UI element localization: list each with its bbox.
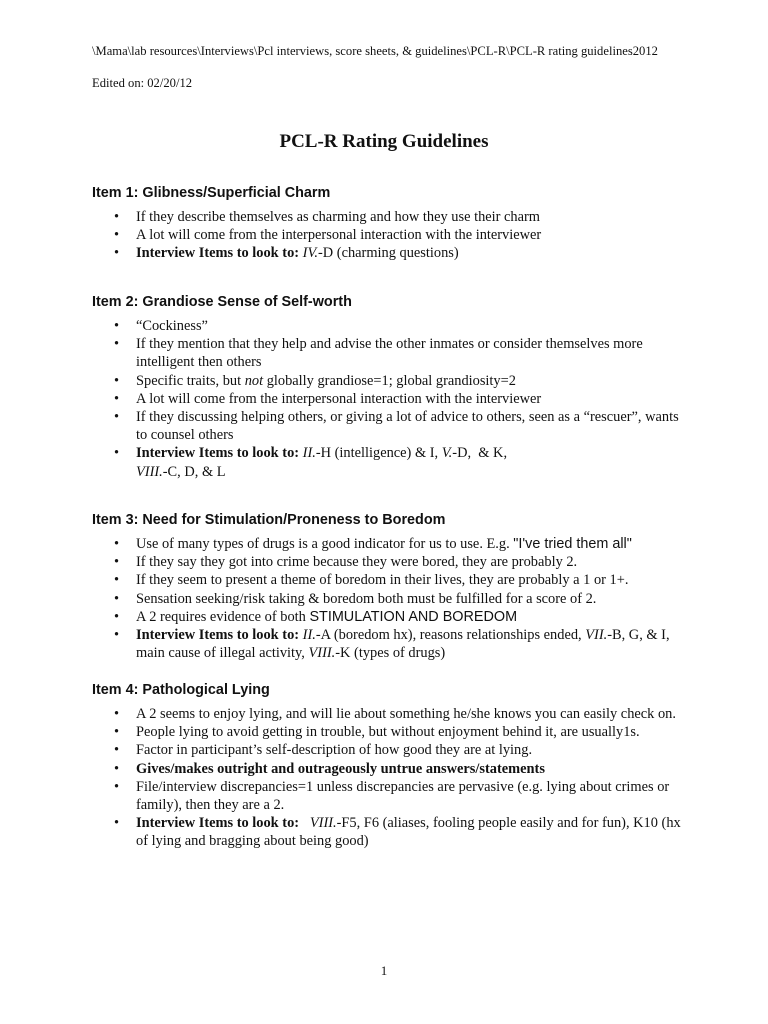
- list-item: [92, 814, 692, 850]
- list-item-text: Interview Items to look to: IV.-D (charming questions): [136, 245, 459, 262]
- section-heading-4: Item 4: Pathological Lying: [92, 682, 270, 698]
- section-heading-3: Item 3: Need for Stimulation/Proneness to Boredom: [92, 512, 446, 528]
- bullet-icon: •: [114, 372, 120, 389]
- bullet-icon: •: [114, 724, 120, 741]
- bullet-icon: •: [114, 778, 120, 795]
- page-number: 1: [380, 963, 388, 978]
- list-item: [92, 723, 692, 741]
- bullet-icon: •: [114, 590, 120, 607]
- bullet-icon: •: [114, 445, 120, 462]
- bullet-icon: •: [114, 760, 120, 777]
- section-list-4: [92, 705, 692, 851]
- section-heading-1: Item 1: Glibness/Superficial Charm: [92, 185, 331, 201]
- bullet-icon: •: [114, 209, 120, 225]
- list-item-text: Use of many types of drugs is a good indicator for us to use. E.g. "I've tried them all": [136, 536, 632, 552]
- bullet-icon: •: [114, 742, 120, 759]
- list-item: [92, 390, 692, 408]
- list-item-text: File/interview discrepancies=1 unless discrepancies are pervasive (e.g. lying about crimes or family), then they are a 2.: [136, 778, 670, 814]
- bullet-icon: •: [114, 815, 120, 832]
- bullet-icon: •: [114, 554, 120, 571]
- list-item-text: If they discussing helping others, or giving a lot of advice to others, seen as a “rescuer”, wants to counsel others: [136, 409, 679, 444]
- list-item-text: If they seem to present a theme of boredom in their lives, they are probably a 1 or 1+.: [136, 572, 629, 589]
- bullet-icon: •: [114, 627, 120, 644]
- list-item: [92, 590, 692, 608]
- list-item-text: A 2 seems to enjoy lying, and will lie about something he/she knows you can easily check on.: [136, 706, 676, 722]
- list-item-text: If they mention that they help and advise the other inmates or consider themselves more intelligent then others: [136, 336, 643, 371]
- list-item-text: Specific traits, but not globally grandiose=1; global grandiosity=2: [136, 372, 516, 389]
- list-item: [92, 335, 692, 371]
- list-item-text: Factor in participant’s self-description of how good they are at lying.: [136, 742, 533, 759]
- list-item: [92, 535, 692, 553]
- bullet-icon: •: [114, 706, 120, 722]
- list-item-text: Gives/makes outright and outrageously untrue answers/statements: [136, 760, 545, 777]
- list-item: [92, 608, 692, 626]
- section-heading-2: Item 2: Grandiose Sense of Self-worth: [92, 294, 352, 310]
- list-item-text: Sensation seeking/risk taking & boredom both must be fulfilled for a score of 2.: [136, 590, 597, 607]
- list-item: [92, 226, 692, 244]
- list-item: [92, 444, 692, 480]
- bullet-icon: •: [114, 245, 120, 262]
- page-title: PCL-R Rating Guidelines: [279, 131, 489, 152]
- list-item-text: People lying to avoid getting in trouble, but without enjoyment behind it, are usually1s.: [136, 724, 640, 741]
- list-item: [92, 208, 692, 226]
- list-item: [92, 244, 692, 262]
- list-item-text: A 2 requires evidence of both STIMULATION AND BOREDOM: [136, 608, 518, 625]
- edited-date: Edited on: 02/20/12: [92, 76, 193, 90]
- list-item-text: A lot will come from the interpersonal interaction with the interviewer: [136, 227, 542, 244]
- list-item: [92, 571, 692, 589]
- list-item: [92, 741, 692, 759]
- list-item: [92, 760, 692, 778]
- list-item: [92, 626, 692, 662]
- list-item-text: If they say they got into crime because they were bored, they are probably 2.: [136, 554, 578, 571]
- section-list-1: [92, 208, 692, 263]
- list-item: [92, 705, 692, 723]
- bullet-icon: •: [114, 227, 120, 244]
- list-item-text: Interview Items to look to: VIII.-F5, F6 (aliases, fooling people easily and for fun), K10 (hx of lying and bragging about being good): [136, 815, 681, 850]
- bullet-icon: •: [114, 608, 120, 625]
- list-item-text: If they describe themselves as charming and how they use their charm: [136, 209, 540, 225]
- list-item-text: Interview Items to look to: II.-A (boredom hx), reasons relationships ended, VII.-B, G, & I, main cause of illegal activity, VIII.-K (types of drugs): [136, 627, 670, 662]
- section-list-3: [92, 535, 692, 662]
- bullet-icon: •: [114, 336, 120, 353]
- list-item: [92, 372, 692, 390]
- bullet-icon: •: [114, 536, 120, 552]
- list-item-text: Interview Items to look to: II.-H (intelligence) & I, V.-D, & K, VIII.-C, D, & L: [136, 445, 508, 480]
- file-path: \Mama\lab resources\Interviews\Pcl interviews, score sheets, & guidelines\PCL-R\PCL-R rating guidelines2012: [92, 44, 658, 58]
- list-item-text: A lot will come from the interpersonal interaction with the interviewer: [136, 390, 542, 407]
- list-item: [92, 553, 692, 571]
- list-item: [92, 778, 692, 814]
- bullet-icon: •: [114, 572, 120, 589]
- section-list-2: [92, 317, 692, 481]
- bullet-icon: •: [114, 409, 120, 426]
- list-item: [92, 408, 692, 444]
- list-item: [92, 317, 692, 335]
- bullet-icon: •: [114, 318, 120, 334]
- list-item-text: “Cockiness”: [136, 318, 208, 334]
- bullet-icon: •: [114, 390, 120, 407]
